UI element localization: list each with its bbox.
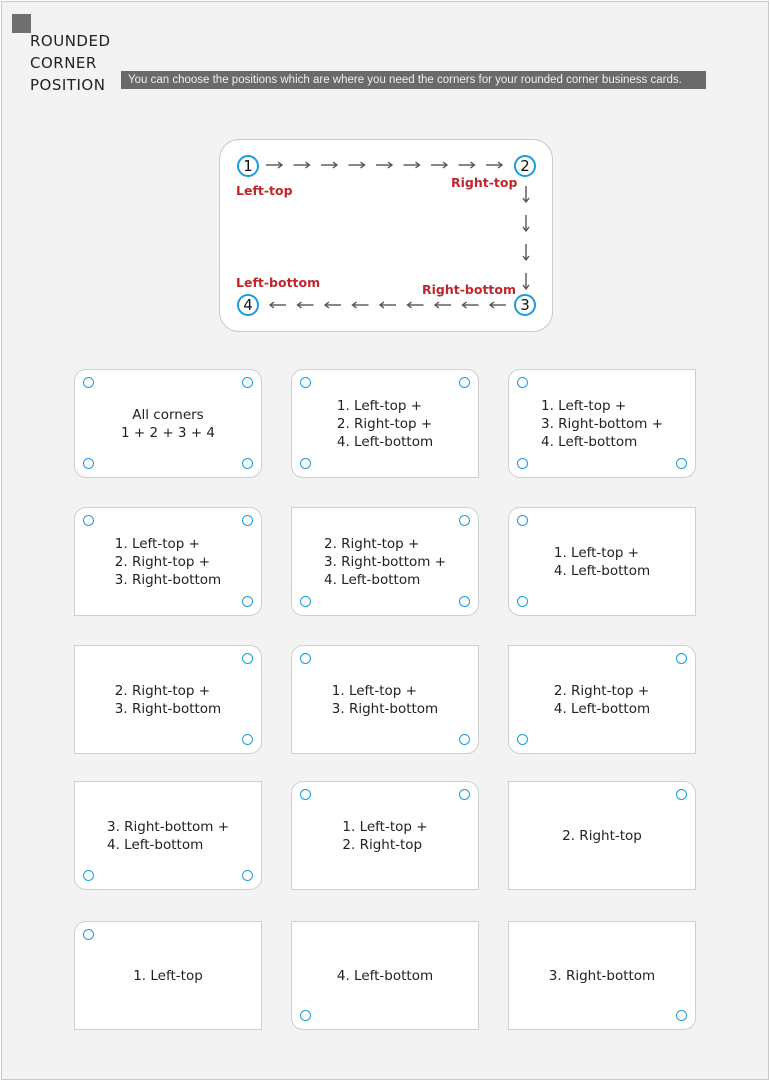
card-text [324, 535, 446, 589]
corner-option-card [508, 369, 696, 478]
corner-marker-icon [300, 789, 311, 800]
card-text [337, 967, 433, 985]
corner-number-3: 3 [514, 294, 536, 316]
corner-marker-icon [242, 458, 253, 469]
corner-option-card [508, 507, 696, 616]
corner-option-card [508, 781, 696, 890]
corner-marker-icon [300, 653, 311, 664]
corner-marker-icon [83, 870, 94, 881]
card-text-line: 3. Right-bottom + [106, 818, 230, 835]
corner-number-1: 1 [237, 155, 259, 177]
card-text-line: 3. Right-bottom [114, 571, 222, 588]
corner-marker-icon [517, 596, 528, 607]
card-text-line: 4. Left-bottom [553, 562, 651, 579]
corner-marker-icon [459, 515, 470, 526]
card-text-line: 3. Right-bottom + [323, 553, 447, 570]
corner-option-card [74, 645, 262, 754]
corner-marker-icon [300, 458, 311, 469]
card-text-line: 4. Left-bottom [540, 433, 638, 450]
subtitle-banner: You can choose the positions which are where you need the corners for your rounded corner business cards. [121, 71, 706, 89]
card-text-line: All corners [132, 406, 204, 423]
corner-option-card [74, 369, 262, 478]
card-text [121, 406, 215, 442]
card-text [562, 827, 642, 845]
corner-option-card [291, 369, 479, 478]
card-text-line: 1 + 2 + 3 + 4 [120, 424, 216, 441]
corner-marker-icon [83, 377, 94, 388]
card-text-line: 1. Left-top + [540, 397, 627, 414]
card-text [541, 397, 663, 451]
page [1, 1, 769, 1080]
card-text-line: 1. Left-top + [342, 818, 428, 835]
corner-marker-icon [83, 929, 94, 940]
corner-marker-icon [676, 458, 687, 469]
corner-marker-icon [459, 734, 470, 745]
corner-marker-icon [517, 458, 528, 469]
card-text-line: 2. Right-top + [553, 682, 650, 699]
card-text-line: 2. Right-top + [323, 535, 420, 552]
card-text-line: 2. Right-top [562, 827, 642, 844]
corner-marker-icon [242, 377, 253, 388]
corner-option-card [291, 781, 479, 890]
corner-option-card [74, 921, 262, 1030]
corner-option-card [291, 507, 479, 616]
corner-marker-icon [83, 458, 94, 469]
corner-marker-icon [300, 1010, 311, 1021]
card-text-line: 1. Left-top + [553, 544, 640, 561]
corner-marker-icon [517, 734, 528, 745]
corner-number-2: 2 [514, 155, 536, 177]
corner-marker-icon [676, 789, 687, 800]
card-text-line: 4. Left-bottom [106, 836, 204, 853]
corner-position-diagram [219, 139, 553, 332]
corner-marker-icon [676, 1010, 687, 1021]
card-text [554, 682, 650, 718]
dashed-arrow-path [220, 140, 552, 331]
card-text-line: 4. Left-bottom [336, 433, 434, 450]
card-text [107, 818, 229, 854]
label-left-top: Left-top [236, 183, 293, 198]
card-text [115, 682, 221, 718]
corner-option-card [291, 921, 479, 1030]
corner-marker-icon [517, 515, 528, 526]
card-text-line: 3. Right-bottom [331, 700, 439, 717]
card-text [342, 818, 427, 854]
title-line: ROUNDED [30, 32, 111, 50]
corner-marker-icon [242, 653, 253, 664]
card-text [337, 397, 433, 451]
card-text [115, 535, 221, 589]
corner-option-card [291, 645, 479, 754]
corner-marker-icon [300, 377, 311, 388]
corner-marker-icon [300, 596, 311, 607]
corner-marker-icon [242, 870, 253, 881]
card-text-line: 3. Right-bottom + [540, 415, 664, 432]
card-text-line: 3. Right-bottom [114, 700, 222, 717]
label-right-top: Right-top [451, 175, 518, 190]
title-line: CORNER [30, 54, 97, 72]
corner-option-card [74, 507, 262, 616]
corner-option-card [508, 921, 696, 1030]
card-text [332, 682, 438, 718]
corner-marker-icon [676, 653, 687, 664]
corner-option-card [508, 645, 696, 754]
label-right-bottom: Right-bottom [422, 282, 517, 297]
card-text-line: 4. Left-bottom [323, 571, 421, 588]
corner-marker-icon [517, 377, 528, 388]
corner-marker-icon [83, 515, 94, 526]
card-text [133, 967, 203, 985]
page-title [30, 30, 111, 96]
card-text-line: 1. Left-top + [331, 682, 417, 699]
card-text-line: 4. Left-bottom [336, 967, 434, 984]
card-text-line: 2. Right-top [342, 836, 423, 853]
card-text [549, 967, 655, 985]
card-text-line: 3. Right-bottom [548, 967, 656, 984]
corner-marker-icon [459, 596, 470, 607]
corner-marker-icon [459, 377, 470, 388]
title-line: POSITION [30, 76, 106, 94]
card-text-line: 1. Left-top + [114, 535, 200, 552]
corner-marker-icon [242, 734, 253, 745]
corner-marker-icon [459, 789, 470, 800]
label-left-bottom: Left-bottom [236, 275, 321, 290]
card-text-line: 2. Right-top + [114, 553, 211, 570]
card-text-line: 2. Right-top + [114, 682, 211, 699]
card-text-line: 4. Left-bottom [553, 700, 651, 717]
title-square-icon [12, 14, 31, 33]
corner-option-card [74, 781, 262, 890]
corner-number-4: 4 [237, 294, 259, 316]
corner-marker-icon [242, 596, 253, 607]
card-text-line: 1. Left-top + [336, 397, 423, 414]
card-text [554, 544, 650, 580]
card-text-line: 1. Left-top [133, 967, 203, 984]
corner-marker-icon [242, 515, 253, 526]
card-text-line: 2. Right-top + [336, 415, 433, 432]
